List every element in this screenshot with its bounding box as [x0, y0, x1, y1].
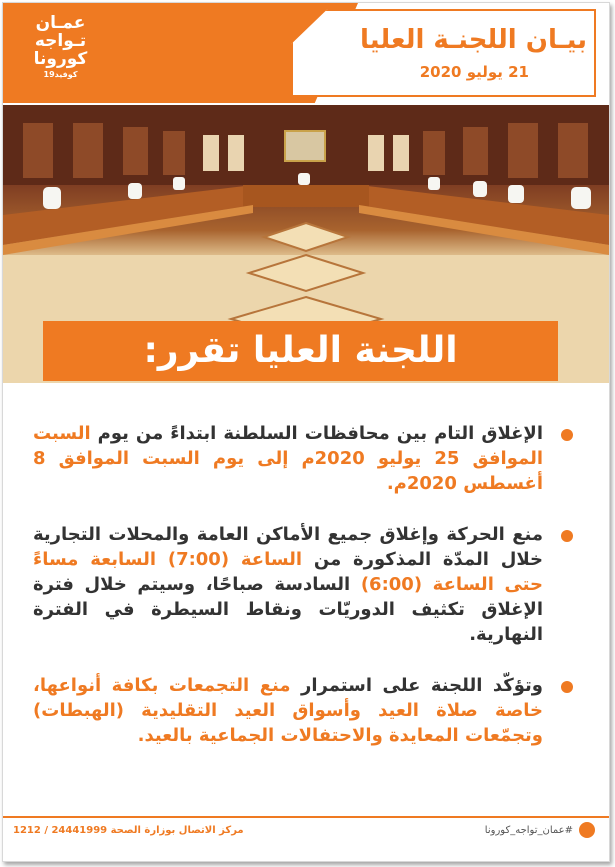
bullet-icon [561, 530, 573, 542]
decision-item-2: منع الحركة وإغلاق جميع الأماكن العامة والمحلات التجارية خلال المدّة المذكورة من الساعة (7:00) السابعة مساءً حتى الساعة (6:00) السادسة صباحًا، وسيتم خلال فترة الإغلاق تكثيف الدوريّات ونقاط السيطرة في الفترة النهارية. [33, 522, 573, 647]
decisions-list [33, 421, 573, 774]
twitter-icon [579, 822, 595, 838]
logo-line-2: تـواجه [34, 30, 87, 51]
bullet-icon [561, 429, 573, 441]
logo-line-3: كورونا [33, 48, 88, 69]
bullet-icon [561, 681, 573, 693]
decision-item-3: وتؤكّد اللجنة على استمرار منع التجمعات بكافة أنواعها، خاصة صلاة العيد وأسواق العيد التقليدية (الهبطات) وتجمّعات المعايدة والاحتفالات الجماعية بالعيد. [33, 673, 573, 748]
page-title: بيـان اللجنـة العليا [360, 25, 587, 55]
logo-line-4: كوفيد19 [43, 69, 78, 79]
contact-number: مركز الاتصال بوزارة الصحة 24441999 / 1212 [13, 825, 244, 836]
hashtag: #عمان_تواجه_كورونا [484, 825, 573, 836]
decision-item-1: الإغلاق التام بين محافظات السلطنة ابتداءً من يوم السبت الموافق 25 يوليو 2020م إلى يوم السبت الموافق 8 أغسطس 2020م. [33, 421, 573, 496]
poster [2, 2, 610, 862]
statement-date: 21 يوليو 2020 [419, 63, 529, 81]
decision-headline: اللجنة العليا تقرر: [43, 321, 558, 381]
logo-line-1: عمـان [35, 13, 86, 33]
logo [3, 3, 118, 103]
header [3, 3, 609, 103]
footer-divider [3, 816, 609, 818]
